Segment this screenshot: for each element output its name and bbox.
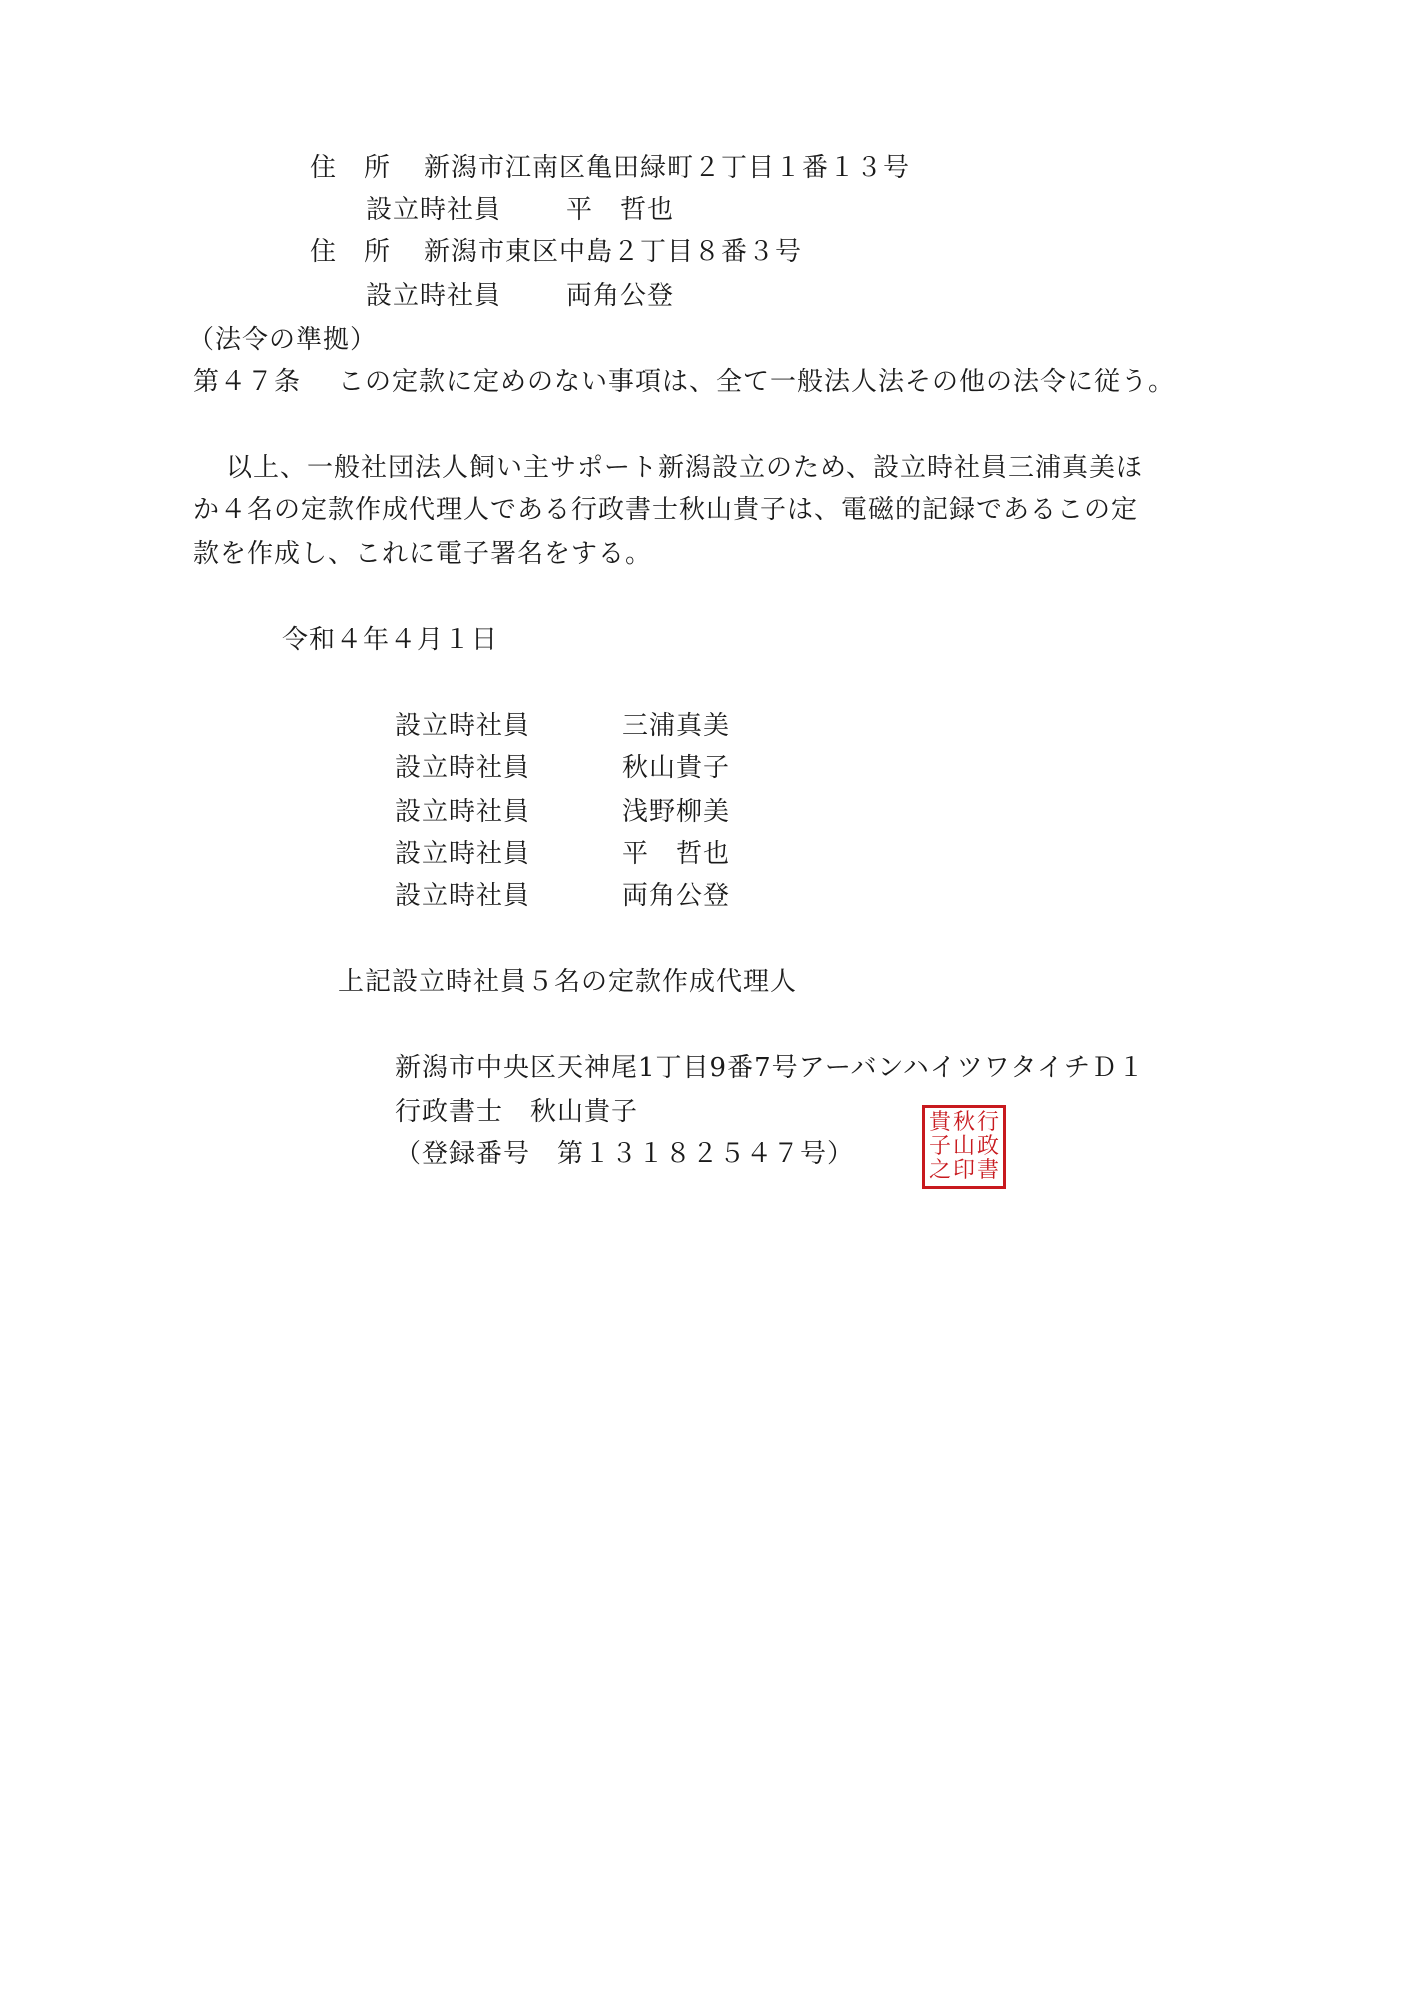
seal-char: 書 [976,1158,999,1183]
signatory-name: 三浦真美 [622,711,731,741]
seal-char: 山 [952,1134,975,1159]
signatory-role: 設立時社員 [395,797,531,827]
agent-address: 新潟市中央区天神尾1丁目9番7号アーバンハイツワタイチＤ１ [395,1053,1145,1083]
article-heading: （法令の準拠） [188,325,378,355]
member-address-label: 住 所 [310,237,392,267]
seal-char: 子 [928,1134,951,1159]
official-seal [922,1105,1006,1189]
member-name: 両角公登 [566,281,675,311]
member-address: 新潟市江南区亀田緑町２丁目１番１３号 [424,153,911,183]
member-address-label: 住 所 [310,153,392,183]
agent-registration: （登録番号 第１３１８２５４７号） [395,1139,855,1169]
seal-char: 政 [976,1134,999,1159]
signatory-name: 両角公登 [622,881,731,911]
member-name: 平 哲也 [566,195,675,225]
seal-char: 印 [952,1158,975,1183]
article-number: 第４７条 [193,367,302,397]
signatory-role: 設立時社員 [395,711,531,741]
seal-char: 之 [928,1158,951,1183]
signatory-name: 秋山貴子 [622,753,731,783]
member-address: 新潟市東区中島２丁目８番３号 [424,237,803,267]
signatory-name: 浅野柳美 [622,797,731,827]
document-date: 令和４年４月１日 [282,625,499,655]
seal-char: 行 [976,1110,999,1135]
closing-line-1: 以上、一般社団法人飼い主サポート新潟設立のため、設立時社員三浦真美ほ [226,453,1143,483]
seal-char: 貴 [928,1110,951,1135]
article-text: この定款に定めのない事項は、全て一般法人法その他の法令に従う。 [338,367,1176,397]
signatory-role: 設立時社員 [395,881,531,911]
signatory-role: 設立時社員 [395,839,531,869]
signatory-role: 設立時社員 [395,753,531,783]
closing-line-2: か４名の定款作成代理人である行政書士秋山貴子は、電磁的記録であるこの定 [193,495,1139,525]
member-role: 設立時社員 [366,195,502,225]
agent-title-name: 行政書士 秋山貴子 [395,1097,639,1127]
agent-caption: 上記設立時社員５名の定款作成代理人 [338,967,798,997]
seal-char: 秋 [952,1110,975,1135]
closing-line-3: 款を作成し、これに電子署名をする。 [193,539,653,569]
member-role: 設立時社員 [366,281,502,311]
signatory-name: 平 哲也 [622,839,731,869]
